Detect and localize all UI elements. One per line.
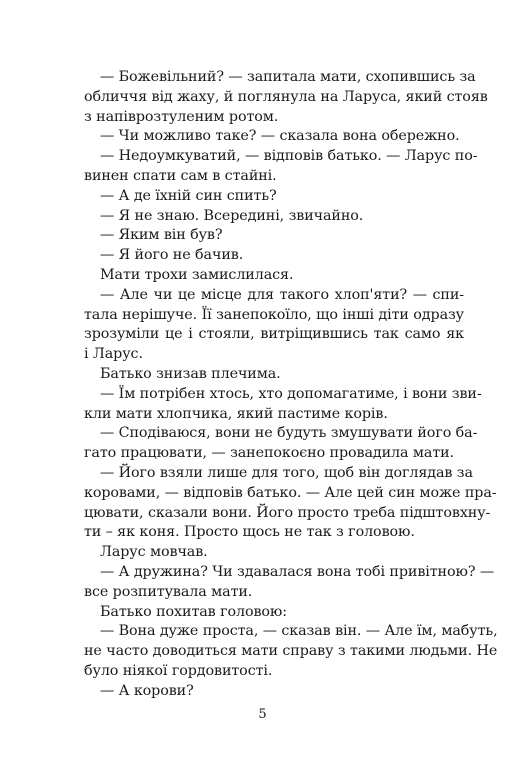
text-line: — Недоумкуватий, — відповів батько. — Ларус по- — [100, 148, 478, 165]
text-line: — Яким він був? — [100, 227, 223, 244]
text-line: ти – як коня. Просто щось не так з головою. — [84, 524, 415, 541]
text-line: кли мати хлопчика, який пастиме корів. — [84, 405, 388, 422]
text-line: — А дружина? Чи здавалася вона тобі привітною? — — [100, 563, 495, 580]
text-line: зрозуміли це і стояли, витріщившись так само як — [84, 326, 464, 343]
text-line: — Божевільний? — запитала мати, схопившись за — [100, 69, 476, 85]
text-line: — А корови? — [100, 682, 194, 699]
text-line: — Їм потрібен хтось, хто допомагатиме, і вони зви- — [100, 385, 482, 402]
text-line: — Його взяли лише для того, щоб він доглядав за — [100, 464, 473, 481]
text-line: Мати трохи замислилася. — [100, 266, 294, 283]
text-line: — Я його не бачив. — [100, 247, 244, 264]
text-line: Ларус мовчав. — [100, 544, 208, 561]
text-line: — Я не знаю. Всередині, звичайно. — [100, 207, 364, 224]
body-text — [84, 68, 498, 702]
text-line: цювати, сказали вони. Його просто треба підштовхну- — [84, 504, 491, 521]
text-line: гато працювати, — занепокоєно провадила мати. — [84, 445, 455, 462]
text-line: коровами, — відповів батько. — Але цей син може пра- — [84, 484, 497, 501]
text-line: не часто доводиться мати справу з такими людьми. Не — [84, 643, 498, 660]
text-line: — А де їхній син спить? — [100, 187, 277, 204]
text-line: обличчя від жаху, й поглянула на Ларуса, який стояв — [84, 88, 488, 105]
text-line: — Вона дуже проста, — сказав він. — Але їм, мабуть, — [100, 623, 498, 640]
text-line: винен спати сам в стайні. — [84, 167, 277, 184]
page-number: 5 — [258, 707, 267, 722]
text-line: — Але чи це місце для такого хлоп'яти? — спи- — [100, 286, 464, 303]
text-line: тала нерішуче. Її занепокоїло, що інші діти одразу — [84, 306, 464, 323]
text-line: — Чи можливо таке? — сказала вона обережно. — [100, 128, 460, 145]
text-line: Батько похитав головою: — [100, 603, 287, 620]
text-line: все розпитувала мати. — [84, 583, 253, 600]
text-line: Батько знизав плечима. — [100, 365, 281, 382]
text-line: і Ларус. — [84, 346, 143, 363]
text-line: з напіврозтуленим ротом. — [84, 108, 279, 125]
text-line: було ніякої гордовитості. — [84, 662, 273, 679]
text-line: — Сподіваюся, вони не будуть змушувати його ба- — [100, 425, 478, 442]
